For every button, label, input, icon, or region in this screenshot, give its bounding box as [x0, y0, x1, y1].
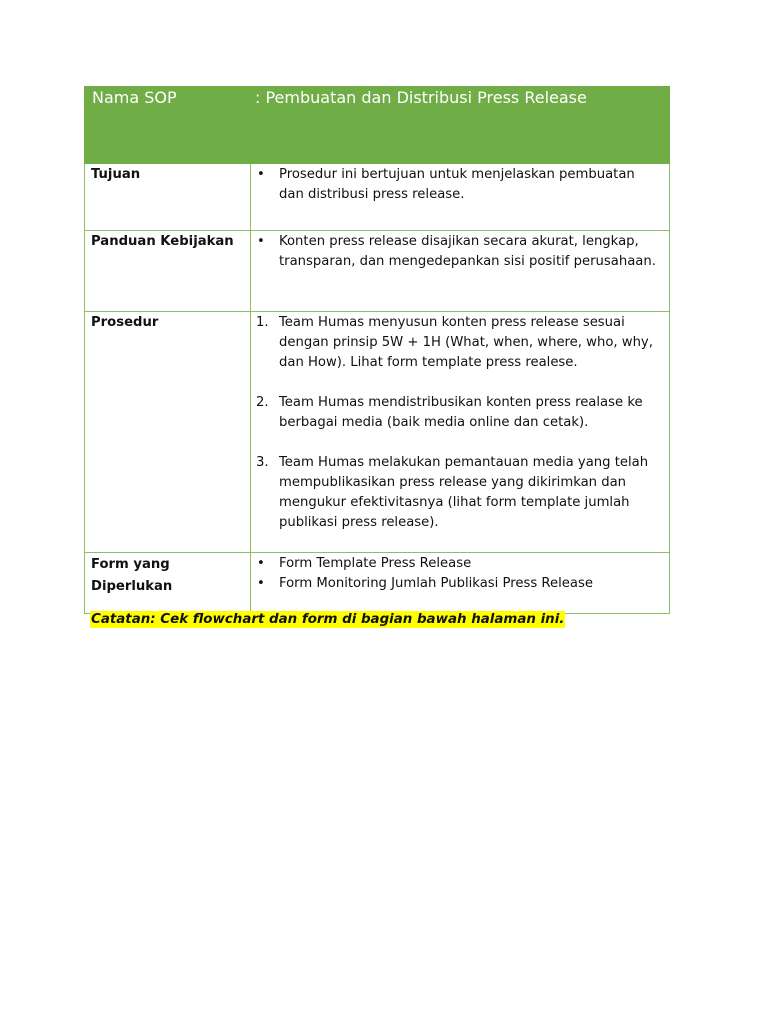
prosedur-row	[85, 312, 670, 553]
procedure-step	[251, 453, 663, 533]
step-number: 3.	[256, 455, 269, 470]
step-text: Team Humas melakukan pemantauan media yang telah mempublikasikan press release yang dikirimkan dan mengukur efektivitasnya (lihat form template jumlah publikasi press release).	[279, 455, 649, 530]
list-item	[251, 232, 663, 272]
step-number: 2.	[256, 395, 269, 410]
bullet-marker: •	[257, 576, 265, 591]
list-item	[251, 554, 663, 574]
step-text: Team Humas menyusun konten press release sesuai dengan prinsip 5W + 1H (What, when, where, who, why, dan How). Lihat form template press realese.	[279, 315, 653, 370]
panduan-label: Panduan Kebijakan	[85, 231, 251, 312]
tujuan-content	[251, 164, 670, 231]
prosedur-content	[251, 312, 670, 553]
form-label-line-2: Diperlukan	[91, 579, 173, 594]
sop-header-row	[85, 87, 670, 164]
procedure-step	[251, 393, 663, 433]
bullet-marker: •	[257, 556, 265, 571]
form-row	[85, 553, 670, 614]
procedure-step	[251, 313, 663, 373]
prosedur-label: Prosedur	[85, 312, 251, 553]
form-label-line-1: Form yang	[91, 557, 170, 572]
tujuan-label: Tujuan	[85, 164, 251, 231]
panduan-row	[85, 231, 670, 312]
list-item	[251, 574, 663, 594]
tujuan-row	[85, 164, 670, 231]
bullet-marker: •	[257, 234, 265, 249]
sop-name-value: : Pembuatan dan Distribusi Press Release	[251, 87, 670, 164]
tujuan-text: Prosedur ini bertujuan untuk menjelaskan pembuatan dan distribusi press release.	[279, 167, 635, 202]
panduan-text: Konten press release disajikan secara akurat, lengkap, transparan, dan mengedepankan sisi positif perusahaan.	[279, 234, 656, 269]
step-number: 1.	[256, 315, 269, 330]
form-label	[85, 553, 251, 614]
bullet-marker: •	[257, 167, 265, 182]
sop-table	[84, 86, 670, 614]
highlighted-note: Catatan: Cek flowchart dan form di bagian bawah halaman ini.	[91, 612, 565, 627]
sop-name-label: Nama SOP	[85, 87, 251, 164]
panduan-content	[251, 231, 670, 312]
form-item-text: Form Monitoring Jumlah Publikasi Press Release	[279, 576, 593, 591]
step-text: Team Humas mendistribusikan konten press realase ke berbagai media (baik media online dan cetak).	[279, 395, 643, 430]
list-item	[251, 165, 663, 205]
form-content	[251, 553, 670, 614]
form-item-text: Form Template Press Release	[279, 556, 472, 571]
